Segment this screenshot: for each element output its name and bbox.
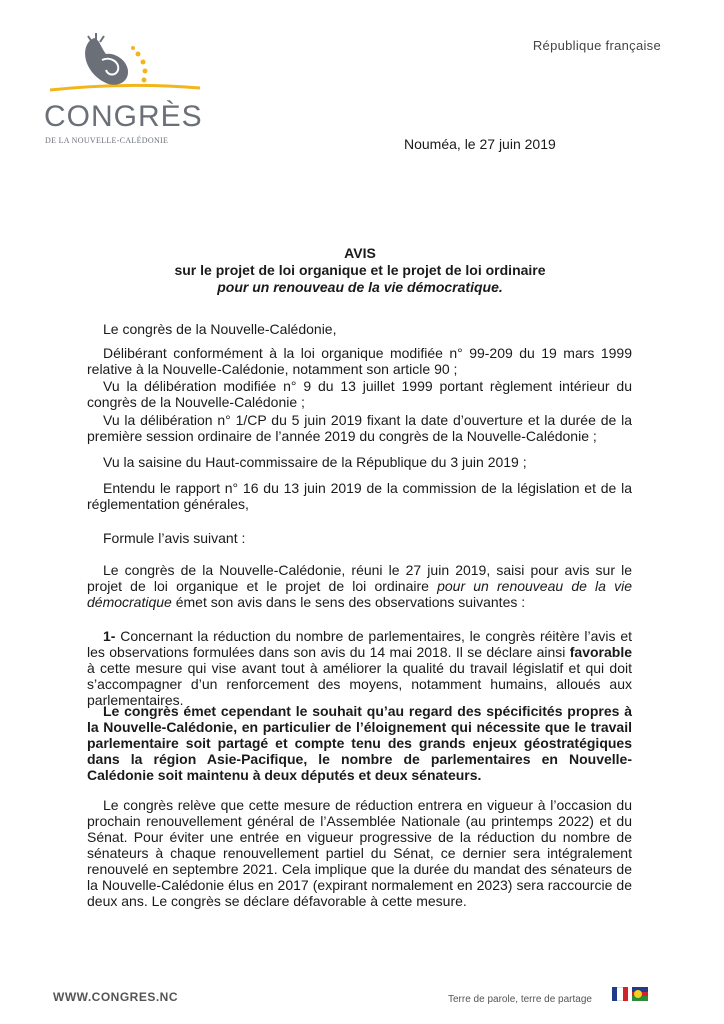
document-title	[90, 245, 630, 296]
formule-paragraph: Formule l’avis suivant :	[103, 530, 246, 546]
footer-motto: Terre de parole, terre de partage	[448, 994, 592, 1005]
paragraph-2-text-b: à cette mesure qui vise avant tout à améliorer la qualité du travail législatif et qui doit s’accompagner d’un renforcement des moyens, notamment humains, alloués aux parlementaires.	[87, 660, 632, 708]
considerant-5: Entendu le rapport n° 16 du 13 juin 2019 de la commission de la législation et de la réglementation générales,	[87, 480, 632, 512]
considerant-1: Délibérant conformément à la loi organique modifiée n° 99-209 du 19 mars 1999 relative à la Nouvelle-Calédonie, notamment son article 90 ;	[87, 345, 632, 377]
considerant-3: Vu la délibération n° 1/CP du 5 juin 2019 fixant la date d’ouverture et la durée de la première session ordinaire de l’année 2019 du congrès de la Nouvelle-Calédonie ;	[87, 412, 632, 444]
logo-subtitle: DE LA NOUVELLE-CALÉDONIE	[45, 136, 169, 145]
paragraph-4: Le congrès relève que cette mesure de réduction entrera en vigueur à l’occasion du prochain renouvellement général de l’Assemblée Nationale (au printemps 2022) et du Sénat. Pour éviter une entrée en vigueur progressive de la réduction du nombre de sénateurs à chaque renouvellement partiel du Sénat, ce dernier sera intégralement renouvelé en septembre 2021. Cela implique que la durée du mandat des sénateurs de la Nouvelle-Calédonie élus en 2017 (expirant normalement en 2023) sera raccourcie de deux ans. Le congrès se déclare défavorable à cette mesure.	[87, 797, 632, 909]
paragraph-1-project-name: pour un renouveau de la vie démocratique	[87, 578, 632, 610]
title-avis: AVIS	[344, 245, 376, 261]
republique-francaise: République française	[532, 38, 661, 53]
paragraph-2-number: 1-	[103, 628, 116, 644]
flags	[612, 987, 648, 1001]
paragraph-2	[87, 628, 632, 708]
paragraph-2-text-a: Concernant la réduction du nombre de parlementaires, le congrès réitère l’avis et les observations formulées dans son avis du 14 mai 2018. Il se déclare ainsi	[87, 628, 632, 660]
paragraph-1-text-b: émet son avis dans le sens des observations suivantes :	[171, 594, 526, 610]
considerant-4: Vu la saisine du Haut-commissaire de la République du 3 juin 2019 ;	[103, 454, 527, 470]
title-subject: sur le projet de loi organique et le projet de loi ordinaire	[174, 262, 546, 278]
french-flag-icon	[612, 987, 628, 1001]
logo-name: CONGRÈS	[44, 100, 203, 133]
intro-paragraph: Le congrès de la Nouvelle-Calédonie,	[103, 321, 337, 337]
congres-logo	[44, 30, 204, 145]
considerant-2: Vu la délibération modifiée n° 9 du 13 juillet 1999 portant règlement intérieur du congrès de la Nouvelle-Calédonie ;	[87, 378, 632, 410]
paragraph-1	[87, 562, 632, 610]
title-project-name: pour un renouveau de la vie démocratique.	[217, 279, 503, 295]
paragraph-2-favorable: favorable	[569, 644, 632, 660]
paragraph-1-text-a: Le congrès de la Nouvelle-Calédonie, réuni le 27 juin 2019, saisi pour avis sur le projet de loi organique et le projet de loi ordinaire	[87, 562, 632, 594]
paragraph-3: Le congrès émet cependant le souhait qu’au regard des spécificités propres à la Nouvelle-Calédonie, en particulier de l’éloignement qui nécessite que le travail parlementaire soit partagé et compte tenu des grands enjeux géostratégiques dans la région Asie-Pacifique, le nombre de parlementaires en Nouvelle-Calédonie soit maintenu à deux députés et deux sénateurs.	[87, 703, 632, 783]
kanak-flag-icon	[632, 987, 648, 1001]
shell-emblem-icon	[44, 30, 204, 105]
footer-website: WWW.CONGRES.NC	[53, 990, 178, 1004]
date-line: Nouméa, le 27 juin 2019	[404, 136, 556, 152]
